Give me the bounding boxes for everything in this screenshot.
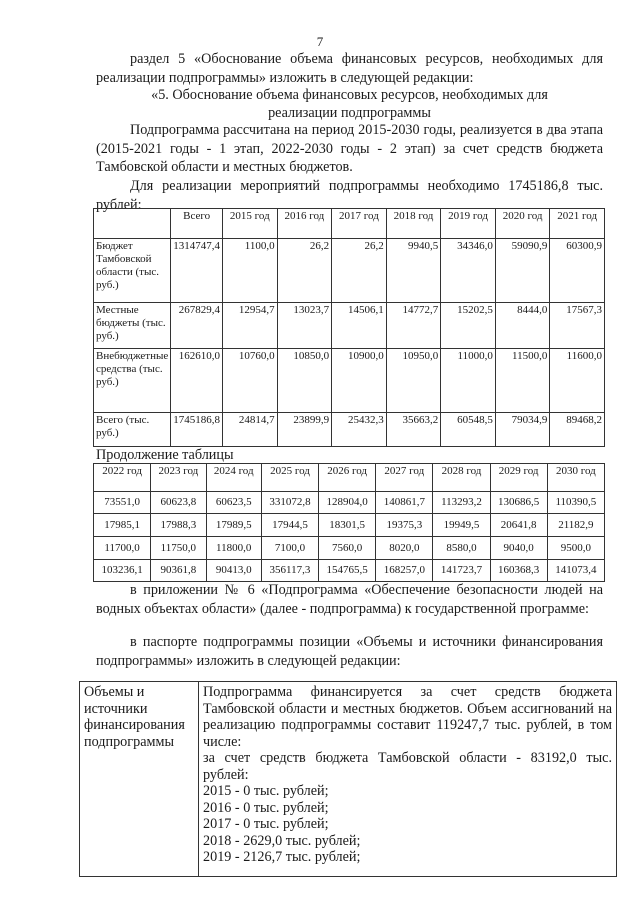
table-cell: 128904,0: [319, 492, 376, 514]
table-cell: 24814,7: [223, 413, 278, 447]
passport-year-line: 2016 - 0 тыс. рублей;: [203, 799, 329, 816]
table-cell: 15202,5: [441, 303, 496, 349]
table-cell: 11500,0: [495, 349, 550, 413]
table-cell: 154765,5: [319, 560, 376, 582]
table-cell: 73551,0: [94, 492, 151, 514]
table-cell: 11700,0: [94, 537, 151, 560]
table-cell: 14772,7: [386, 303, 441, 349]
table-cell: 17989,5: [206, 514, 261, 537]
table-header-cell: 2029 год: [490, 464, 547, 492]
intro-paragraph-3: Для реализации мероприятий подпрограммы необходимо 1745186,8 тыс. рублей:: [96, 178, 603, 213]
table-cell: 13023,7: [277, 303, 332, 349]
passport-year-line: 2018 - 2629,0 тыс. рублей;: [203, 832, 361, 849]
table-cell: 267829,4: [171, 303, 223, 349]
table-header-cell: 2025 год: [261, 464, 318, 492]
table-header-cell: 2026 год: [319, 464, 376, 492]
table-cell: 17944,5: [261, 514, 318, 537]
table-cell: 130686,5: [490, 492, 547, 514]
table-row: [94, 537, 605, 560]
table-row: [94, 413, 605, 447]
table-cell: 1314747,4: [171, 239, 223, 303]
table-header-cell: 2030 год: [547, 464, 604, 492]
table-cell: 17567,3: [550, 303, 605, 349]
table-header-cell: 2016 год: [277, 209, 332, 239]
passport-description: Подпрограмма финансируется за счет средств бюджета Тамбовской области и местных бюджетов. Объем ассигнований на реализацию подпрограммы составит 119247,7 тыс. рублей, в том числе:: [203, 684, 612, 750]
table-cell: 12954,7: [223, 303, 278, 349]
table-cell: 60623,8: [151, 492, 206, 514]
table-cell: 356117,3: [261, 560, 318, 582]
table-cell: 162610,0: [171, 349, 223, 413]
passport-year-line: 2017 - 0 тыс. рублей;: [203, 816, 329, 832]
table-header-cell: 2028 год: [433, 464, 490, 492]
table-cell: 23899,9: [277, 413, 332, 447]
table-cell: 7100,0: [261, 537, 318, 560]
table-cell: 20641,8: [490, 514, 547, 537]
row-label: Бюджет Тамбовской области (тыс. руб.): [94, 239, 171, 303]
table-cell: 1100,0: [223, 239, 278, 303]
table-cell: 35663,2: [386, 413, 441, 447]
table-cell: 9500,0: [547, 537, 604, 560]
table-cell: 10950,0: [386, 349, 441, 413]
table-header-cell: 2017 год: [332, 209, 387, 239]
table-row: [94, 349, 605, 413]
table-cell: 34346,0: [441, 239, 496, 303]
table-cell: 17988,3: [151, 514, 206, 537]
table-cell: 10760,0: [223, 349, 278, 413]
table-cell: 8580,0: [433, 537, 490, 560]
table-header-cell: 2018 год: [386, 209, 441, 239]
table-cell: 103236,1: [94, 560, 151, 582]
table-cell: 26,2: [277, 239, 332, 303]
table-header-row: [94, 209, 605, 239]
table-cell: 11800,0: [206, 537, 261, 560]
table-cell: 1745186,8: [171, 413, 223, 447]
table-cell: 141073,4: [547, 560, 604, 582]
table-cell: 160368,3: [490, 560, 547, 582]
passport-table: [79, 681, 617, 877]
passport-left-cell: Объемы и источники финансирования подпрограммы: [80, 682, 199, 877]
table-cell: 141723,7: [433, 560, 490, 582]
table-cell: 79034,9: [495, 413, 550, 447]
table-row: [94, 492, 605, 514]
table-header-cell: 2015 год: [223, 209, 278, 239]
table-cell: 7560,0: [319, 537, 376, 560]
table-header-cell: 2020 год: [495, 209, 550, 239]
table-row: [94, 560, 605, 582]
table-cell: 18301,5: [319, 514, 376, 537]
table-cell: 90361,8: [151, 560, 206, 582]
table-cell: 19949,5: [433, 514, 490, 537]
row-label: Местные бюджеты (тыс. руб.): [94, 303, 171, 349]
table-cell: 8444,0: [495, 303, 550, 349]
table-cell: 25432,3: [332, 413, 387, 447]
table-cell: 10900,0: [332, 349, 387, 413]
passport-regional-budget: за счет средств бюджета Тамбовской области - 83192,0 тыс. рублей:: [203, 750, 612, 783]
table-cell: 11000,0: [441, 349, 496, 413]
table-cell: 110390,5: [547, 492, 604, 514]
table-cell: 21182,9: [547, 514, 604, 537]
table-header-cell: [94, 209, 171, 239]
table-cell: 19375,3: [376, 514, 433, 537]
page-number: 7: [316, 34, 324, 49]
table-cell: 9040,0: [490, 537, 547, 560]
passport-year-line: 2019 - 2126,7 тыс. рублей;: [203, 849, 361, 865]
table-cell: 60623,5: [206, 492, 261, 514]
table-cell: 9940,5: [386, 239, 441, 303]
intro-paragraph-2: Подпрограмма рассчитана на период 2015-2030 годы, реализуется в два этапа (2015-2021 годы - 1 этап, 2022-2030 годы - 2 этап) за счет средств бюджета Тамбовской области и местных бюджетов.: [96, 122, 603, 175]
table-cell: 8020,0: [376, 537, 433, 560]
intro-paragraph-1: раздел 5 «Обоснование объема финансовых ресурсов, необходимых для реализации подпрограммы» изложить в следующей редакции:: [96, 51, 603, 86]
section-heading-line-1: «5. Обоснование объема финансовых ресурсов, необходимых для: [151, 87, 548, 103]
passport-year-line: 2015 - 0 тыс. рублей;: [203, 783, 329, 799]
table-continuation-label: Продолжение таблицы: [96, 447, 234, 463]
table-header-cell: 2022 год: [94, 464, 151, 492]
table-row: [80, 682, 617, 877]
table-header-cell: 2021 год: [550, 209, 605, 239]
table-cell: 140861,7: [376, 492, 433, 514]
section-heading-line-2: реализации подпрограммы: [268, 105, 431, 121]
table-cell: 331072,8: [261, 492, 318, 514]
table-cell: 26,2: [332, 239, 387, 303]
table-cell: 60300,9: [550, 239, 605, 303]
table-cell: 59090,9: [495, 239, 550, 303]
financing-table-2015-2021: [93, 208, 605, 447]
table-header-cell: 2024 год: [206, 464, 261, 492]
table-cell: 14506,1: [332, 303, 387, 349]
table-cell: 89468,2: [550, 413, 605, 447]
table-header-row: [94, 464, 605, 492]
table-cell: 90413,0: [206, 560, 261, 582]
table-header-cell: 2027 год: [376, 464, 433, 492]
table-header-cell: 2023 год: [151, 464, 206, 492]
table-cell: 113293,2: [433, 492, 490, 514]
passport-paragraph: в паспорте подпрограммы позиции «Объемы и источники финансирования подпрограммы» изложить в следующей редакции:: [96, 634, 603, 669]
row-label: Всего (тыс. руб.): [94, 413, 171, 447]
financing-table-2022-2030: [93, 463, 605, 582]
table-row: [94, 514, 605, 537]
table-cell: 11600,0: [550, 349, 605, 413]
table-row: [94, 239, 605, 303]
appendix-paragraph: в приложении № 6 «Подпрограмма «Обеспечение безопасности людей на водных объектах области» (далее - подпрограмма) к государственной программе:: [96, 582, 603, 617]
table-cell: 11750,0: [151, 537, 206, 560]
table-header-cell: Всего: [171, 209, 223, 239]
table-header-cell: 2019 год: [441, 209, 496, 239]
table-row: [94, 303, 605, 349]
row-label: Внебюджетные средства (тыс. руб.): [94, 349, 171, 413]
table-cell: 17985,1: [94, 514, 151, 537]
table-cell: 60548,5: [441, 413, 496, 447]
passport-right-cell: [199, 682, 617, 877]
table-cell: 168257,0: [376, 560, 433, 582]
table-cell: 10850,0: [277, 349, 332, 413]
